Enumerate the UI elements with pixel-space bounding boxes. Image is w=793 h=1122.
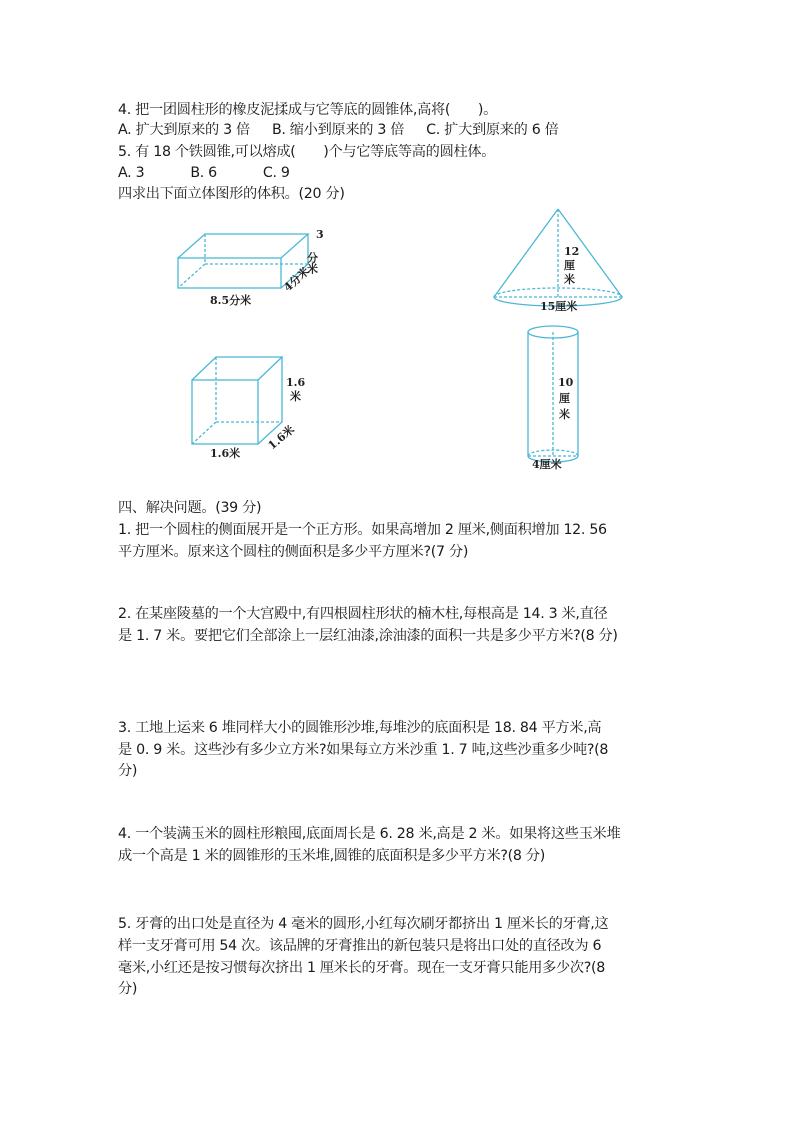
cuboid-height-unit: 分米 [305,252,319,274]
cuboid-height-number: 3 [316,228,324,241]
problem-line: 4. 一个装满玉米的圆柱形粮囤,底面周长是 6. 28 米,高是 2 米。如果将这些玉米堆 [118,826,621,842]
cylinder-figure [520,322,590,472]
option-b: B. 6 [190,165,217,181]
cone-height-unit-2: 米 [564,273,575,286]
cone-figure [488,205,628,315]
cuboid-length-label: 8.5分米 [210,294,252,307]
section-problems-title: 四、解决问题。(39 分) [118,500,262,516]
problem-line: 3. 工地上运来 6 堆同样大小的圆锥形沙堆,每堆沙的底面积是 18. 84 平方米,高 [118,720,602,736]
cylinder-height-number: 10 [558,376,574,389]
option-a: A. 扩大到原来的 3 倍 [118,122,250,138]
section-volume-title: 四求出下面立体图形的体积。(20 分) [118,186,345,202]
option-b: B. 缩小到原来的 3 倍 [271,122,405,138]
option-a: A. 3 [118,165,145,181]
cylinder-height-unit-1: 厘 [559,392,570,405]
option-c: C. 9 [262,165,290,181]
problem-line: 是 0. 9 米。这些沙有多少立方米?如果每立方米沙重 1. 7 吨,这些沙重多少吨?(8 [118,742,609,758]
problem-line: 是 1. 7 米。要把它们全部涂上一层红油漆,涂油漆的面积一共是多少平方米?(8 分) [118,628,618,644]
problem-line: 平方厘米。原来这个圆柱的侧面积是多少平方厘米?(7 分) [118,544,469,560]
problem-line: 分) [118,981,138,997]
mc-question-4-options [118,120,559,140]
cube-figure [180,350,320,460]
mc-question-5-options [118,163,290,183]
problem-line: 成一个高是 1 米的圆锥形的玉米堆,圆锥的底面积是多少平方米?(8 分) [118,848,545,864]
cube-bottom-label: 1.6米 [210,447,241,460]
cone-diameter-label: 15厘米 [540,300,578,313]
cylinder-diameter-label: 4厘米 [532,458,562,471]
cone-height-number: 12 [564,245,580,258]
problem-line: 2. 在某座陵墓的一个大宫殿中,有四根圆柱形状的楠木柱,每根高是 14. 3 米,直径 [118,606,608,622]
problem-line: 1. 把一个圆柱的侧面展开是一个正方形。如果高增加 2 厘米,侧面积增加 12. 56 [118,522,607,538]
problem-line: 毫米,小红还是按习惯每次挤出 1 厘米长的牙膏。现在一支牙膏只能用多少次?(8 [118,960,605,976]
problem-line: 分) [118,763,138,779]
cube-height-number: 1.6 [286,376,306,389]
option-c: C. 扩大到原来的 6 倍 [426,122,559,138]
cone-height-unit-1: 厘 [564,259,575,272]
cylinder-height-unit-2: 米 [559,408,570,421]
cuboid-width-label: 4分米 [281,264,313,295]
mc-question-5: 5. 有 18 个铁圆锥,可以熔成( )个与它等底等高的圆柱体。 [118,144,496,160]
cube-side-label: 1.6米 [265,422,298,453]
problem-line: 样一支牙膏可用 54 次。该品牌的牙膏推出的新包装只是将出口处的直径改为 6 [118,938,602,954]
cuboid-figure [170,222,340,312]
problem-line: 5. 牙膏的出口处是直径为 4 毫米的圆形,小红每次刷牙都挤出 1 厘米长的牙膏,这 [118,916,609,932]
cube-height-unit: 米 [290,390,301,403]
mc-question-4: 4. 把一团圆柱形的橡皮泥揉成与它等底的圆锥体,高将( )。 [118,102,498,118]
